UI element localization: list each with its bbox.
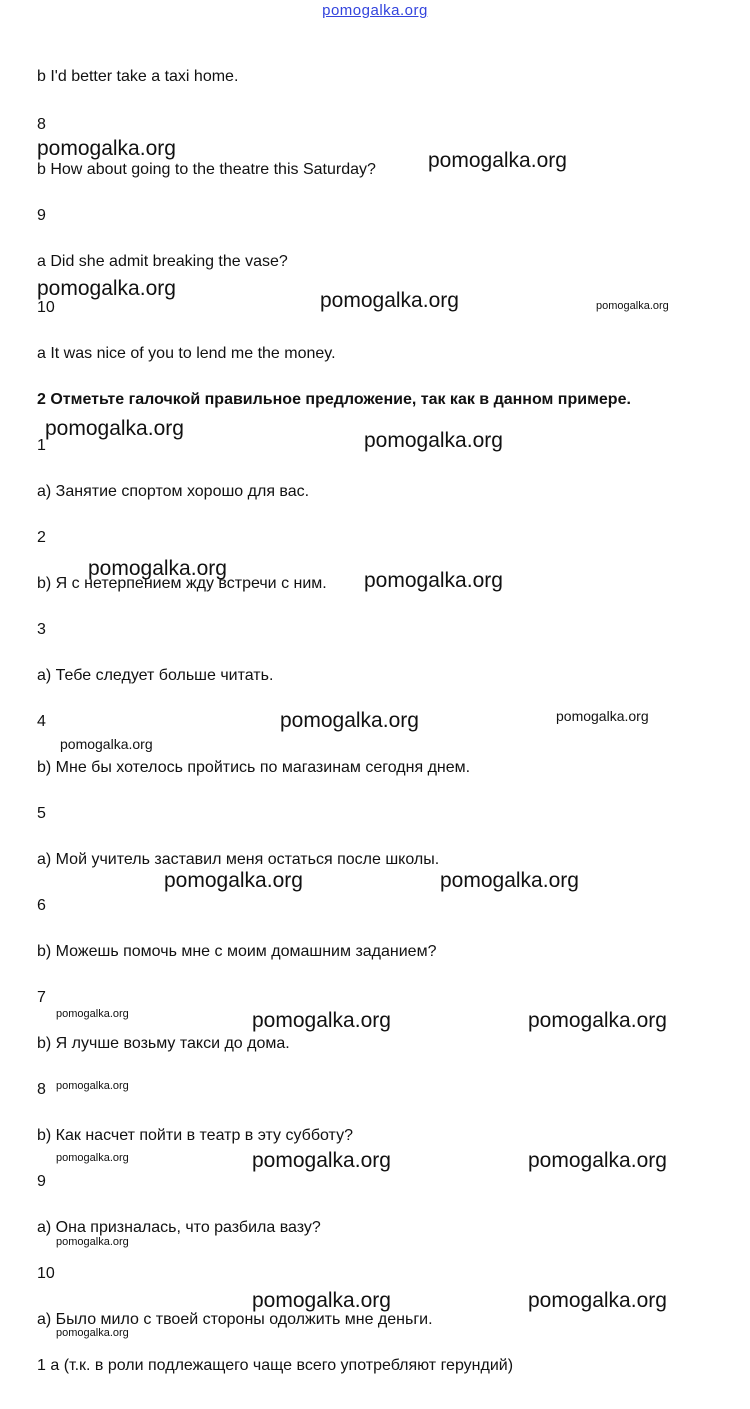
answer-line: b) Мне бы хотелось пройтись по магазинам сегодня днем. bbox=[37, 759, 471, 776]
item-number: 9 bbox=[37, 207, 46, 224]
watermark: pomogalka.org bbox=[252, 1009, 391, 1032]
watermark: pomogalka.org bbox=[428, 149, 567, 172]
watermark: pomogalka.org bbox=[60, 736, 153, 752]
watermark: pomogalka.org bbox=[37, 277, 176, 300]
answer-line: b) Я лучше возьму такси до дома. bbox=[37, 1035, 290, 1052]
watermark: pomogalka.org bbox=[320, 289, 459, 312]
item-number: 3 bbox=[37, 621, 46, 638]
answer-line: b) Я с нетерпением жду встречи с ним. bbox=[37, 575, 327, 592]
answer-line: b How about going to the theatre this Saturday? bbox=[37, 161, 376, 178]
item-number: 4 bbox=[37, 713, 46, 730]
answer-line: a) Тебе следует больше читать. bbox=[37, 667, 274, 684]
item-number: 6 bbox=[37, 897, 46, 914]
watermark: pomogalka.org bbox=[252, 1149, 391, 1172]
answer-line: a) Она призналась, что разбила вазу? bbox=[37, 1219, 321, 1236]
answer-line: a) Занятие спортом хорошо для вас. bbox=[37, 483, 310, 500]
item-number: 2 bbox=[37, 529, 46, 546]
item-number: 10 bbox=[37, 1265, 55, 1282]
watermark: pomogalka.org bbox=[556, 708, 649, 724]
answer-line: b) Как насчет пойти в театр в эту субботу? bbox=[37, 1127, 353, 1144]
answer-line: b) Можешь помочь мне с моим домашним заданием? bbox=[37, 943, 437, 960]
watermark: pomogalka.org bbox=[56, 1080, 129, 1092]
watermark: pomogalka.org bbox=[56, 1327, 129, 1339]
item-number: 5 bbox=[37, 805, 46, 822]
item-number: 1 bbox=[37, 437, 46, 454]
watermark: pomogalka.org bbox=[56, 1236, 129, 1248]
answer-line: a Did she admit breaking the vase? bbox=[37, 253, 288, 270]
item-number: 8 bbox=[37, 1081, 46, 1098]
exercise-heading: 2 Отметьте галочкой правильное предложение, так как в данном примере. bbox=[37, 391, 631, 408]
answer-line: a It was nice of you to lend me the money. bbox=[37, 345, 336, 362]
watermark: pomogalka.org bbox=[56, 1152, 129, 1164]
watermark: pomogalka.org bbox=[37, 137, 176, 160]
watermark: pomogalka.org bbox=[252, 1289, 391, 1312]
item-number: 8 bbox=[37, 116, 46, 133]
answer-explanation: 1 a (т.к. в роли подлежащего чаще всего употребляют герундий) bbox=[37, 1357, 514, 1374]
site-header-link[interactable]: pomogalka.org bbox=[322, 2, 428, 19]
item-number: 7 bbox=[37, 989, 46, 1006]
watermark: pomogalka.org bbox=[596, 300, 669, 312]
watermark: pomogalka.org bbox=[364, 569, 503, 592]
watermark: pomogalka.org bbox=[164, 869, 303, 892]
watermark: pomogalka.org bbox=[528, 1289, 667, 1312]
answer-line: b I'd better take a taxi home. bbox=[37, 68, 239, 85]
watermark: pomogalka.org bbox=[440, 869, 579, 892]
watermark: pomogalka.org bbox=[528, 1149, 667, 1172]
item-number: 9 bbox=[37, 1173, 46, 1190]
watermark: pomogalka.org bbox=[364, 429, 503, 452]
watermark: pomogalka.org bbox=[56, 1008, 129, 1020]
watermark: pomogalka.org bbox=[45, 417, 184, 440]
item-number: 10 bbox=[37, 299, 55, 316]
answer-line: a) Мой учитель заставил меня остаться после школы. bbox=[37, 851, 440, 868]
watermark: pomogalka.org bbox=[528, 1009, 667, 1032]
answer-line: a) Было мило с твоей стороны одолжить мне деньги. bbox=[37, 1311, 433, 1328]
watermark: pomogalka.org bbox=[88, 557, 227, 580]
watermark: pomogalka.org bbox=[280, 709, 419, 732]
